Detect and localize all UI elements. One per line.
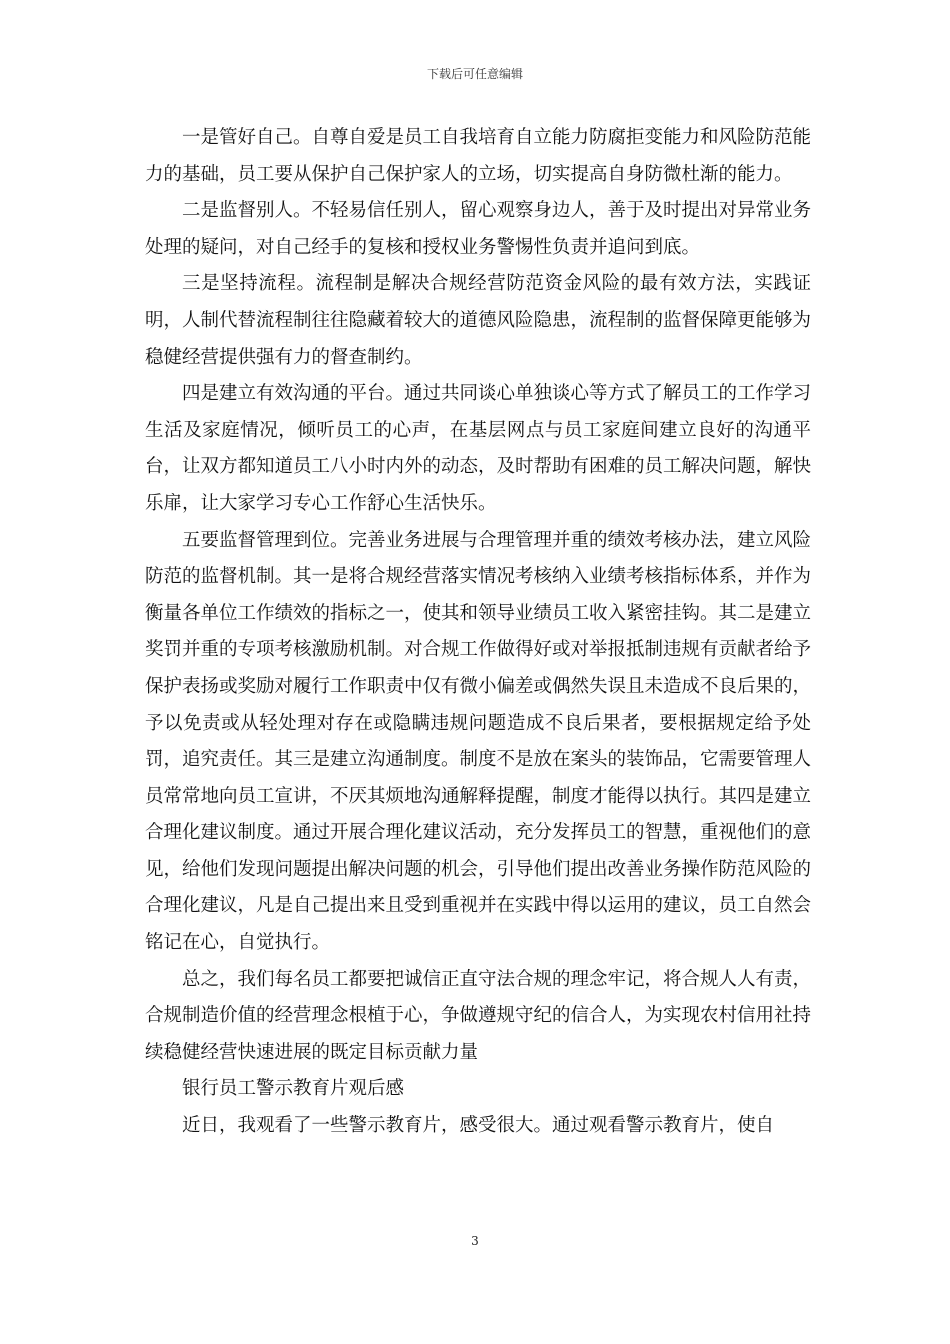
page-header: 下载后可任意编辑 <box>426 67 523 81</box>
paragraph-communication-platform: 四是建立有效沟通的平台。通过共同谈心单独谈心等方式了解员工的工作学习生活及家庭情况，倾听员工的心声，在基层网点与员工家庭间建立良好的沟通平台，让双方都知道员工八小时内外的动态，及时帮助有困难的员工解决问题，解快乐扉，让大家学习专心工作舒心生活快乐。 <box>145 383 812 514</box>
section-title: 银行员工警示教育片观后感 <box>182 1078 405 1100</box>
page-number: 3 <box>471 1234 479 1248</box>
paragraph-supervise-others: 二是监督别人。不轻易信任别人，留心观察身边人，善于及时提出对异常业务处理的疑问，对自己经手的复核和授权业务警惕性负责并追问到底。 <box>145 200 812 258</box>
paragraph-manage-self: 一是管好自己。自尊自爱是员工自我培育自立能力防腐拒变能力和风险防范能力的基础，员工要从保护自己保护家人的立场，切实提高自身防微杜渐的能力。 <box>145 127 812 185</box>
paragraph-supervision-management: 五要监督管理到位。完善业务进展与合理管理并重的绩效考核办法，建立风险防范的监督机制。其一是将合规经营落实情况考核纳入业绩考核指标体系，并作为衡量各单位工作绩效的指标之一，使其和领导业绩员工收入紧密挂钩。其二是建立奖罚并重的专项考核激励机制。对合规工作做得好或对举报抵制违规有贡献者给予保护表扬或奖励对履行工作职责中仅有微小偏差或偶然失误且未造成不良后果的，予以免责或从轻处理对存在或隐瞒违规问题造成不良后果者，要根据规定给予处罚，追究责任。其三是建立沟通制度。制度不是放在案头的装饰品，它需要管理人员常常地向员工宣讲，不厌其烦地沟通解释提醒，制度才能得以执行。其四是建立合理化建议制度。通过开展合理化建议活动，充分发挥员工的智慧，重视他们的意见，给他们发现问题提出解决问题的机会，引导他们提出改善业务操作防范风险的合理化建议，凡是自己提出来且受到重视并在实践中得以运用的建议，员工自然会铭记在心，自觉执行。 <box>145 529 812 954</box>
paragraph-follow-process: 三是坚持流程。流程制是解决合规经营防范资金风险的最有效方法，实践证明，人制代替流程制往往隐藏着较大的道德风险隐患，流程制的监督保障更能够为稳健经营提供强有力的督查制约。 <box>145 273 812 368</box>
paragraph-intro: 近日，我观看了一些警示教育片，感受很大。通过观看警示教育片，使自 <box>182 1115 775 1137</box>
document-body <box>145 120 811 1145</box>
paragraph-conclusion: 总之，我们每名员工都要把诚信正直守法合规的理念牢记，将合规人人有责，合规制造价值的经营理念根植于心，争做遵规守纪的信合人，为实现农村信用社持续稳健经营快速进展的既定目标贡献力量 <box>145 968 812 1063</box>
